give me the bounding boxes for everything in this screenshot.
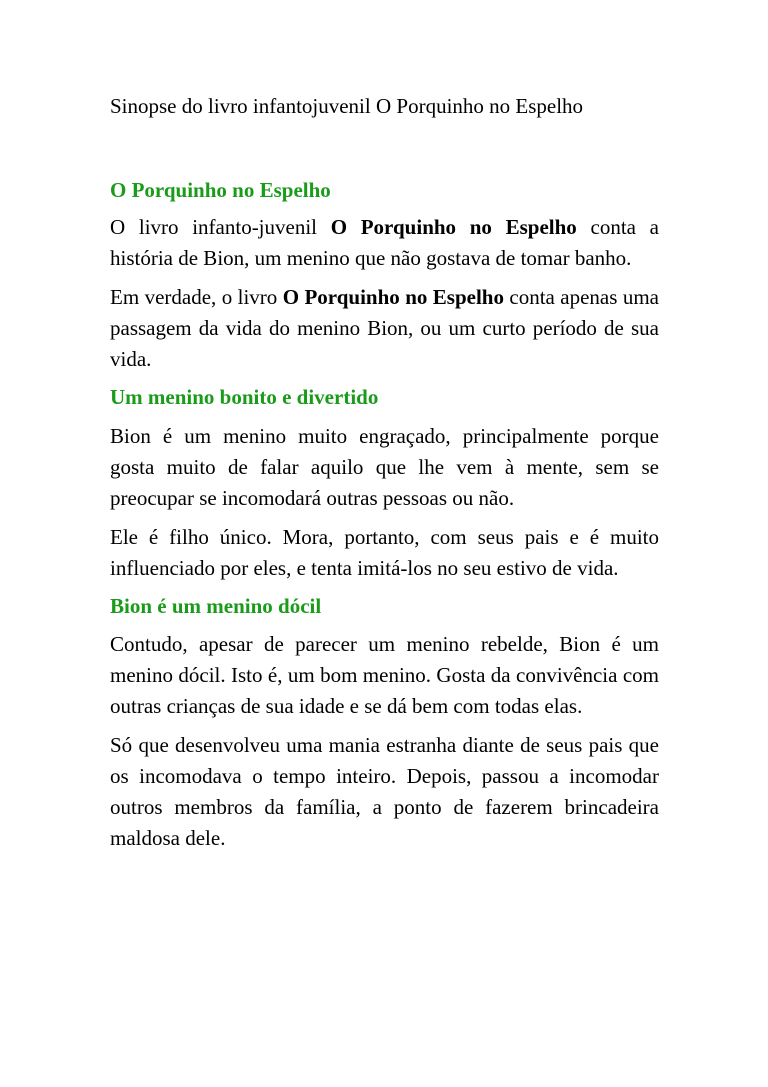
section-heading-menino-docil: Bion é um menino dócil bbox=[110, 594, 322, 618]
paragraph-text: conta a história de Bion, um menino que não gostava de tomar banho. bbox=[110, 215, 659, 270]
book-title-bold: O Porquinho no Espelho bbox=[282, 285, 504, 309]
document-page bbox=[110, 92, 659, 862]
paragraph bbox=[110, 282, 659, 375]
paragraph-text: conta apenas uma passagem da vida do menino Bion, ou um curto período de sua vida. bbox=[110, 285, 659, 371]
book-title-bold: O Porquinho no Espelho bbox=[330, 215, 577, 239]
paragraph: Bion é um menino muito engraçado, principalmente porque gosta muito de falar aquilo que lhe vem à mente, sem se preocupar se incomodará outras pessoas ou não. bbox=[110, 424, 659, 510]
paragraph: Ele é filho único. Mora, portanto, com seus pais e é muito influenciado por eles, e tenta imitá-los no seu estivo de vida. bbox=[110, 525, 659, 580]
document-title: Sinopse do livro infantojuvenil O Porquinho no Espelho bbox=[110, 94, 584, 118]
paragraph-text: O livro infanto-juvenil bbox=[110, 215, 331, 239]
paragraph bbox=[110, 212, 659, 274]
section-heading-porquinho: O Porquinho no Espelho bbox=[110, 178, 331, 202]
paragraph-text: Em verdade, o livro bbox=[110, 285, 283, 309]
paragraph: Contudo, apesar de parecer um menino rebelde, Bion é um menino dócil. Isto é, um bom menino. Gosta da convivência com outras crianças de sua idade e se dá bem com todas elas. bbox=[110, 632, 659, 718]
paragraph: Só que desenvolveu uma mania estranha diante de seus pais que os incomodava o tempo inteiro. Depois, passou a incomodar outros membros da família, a ponto de fazerem brincadeira maldosa dele. bbox=[110, 733, 659, 850]
section-heading-menino-bonito: Um menino bonito e divertido bbox=[110, 385, 379, 409]
